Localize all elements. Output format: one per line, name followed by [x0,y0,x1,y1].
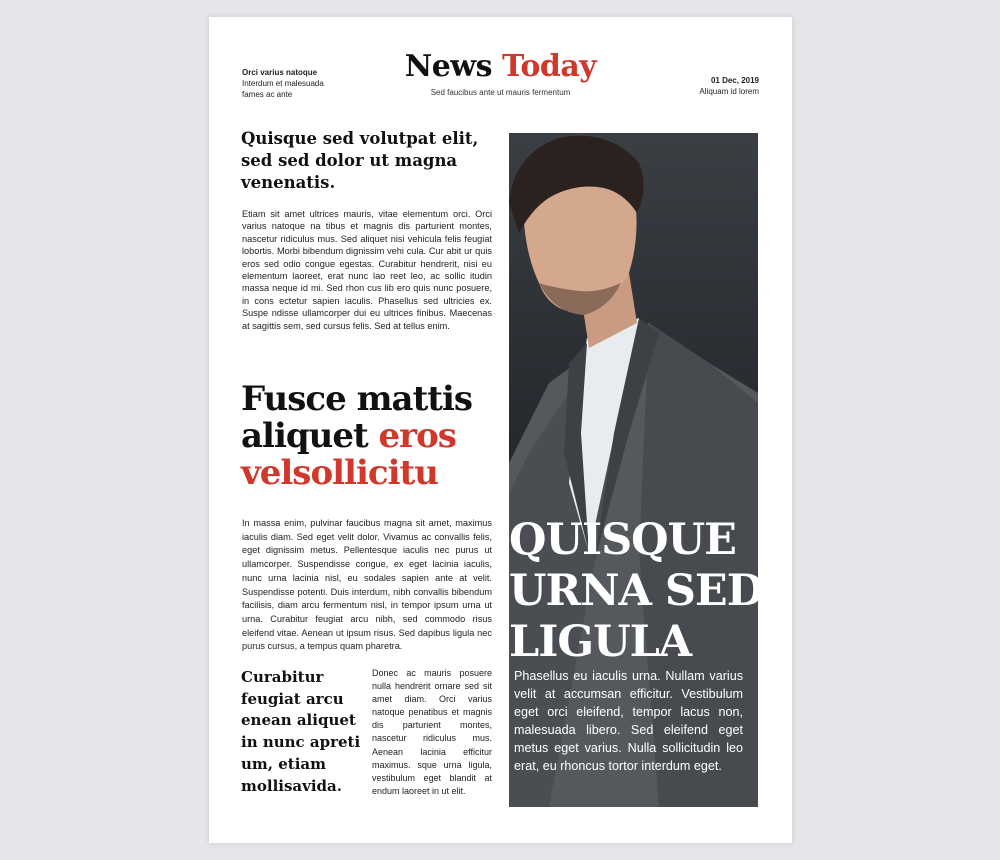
feature-body: Phasellus eu iaculis urna. Nullam varius velit at accumsan efficitur. Vestibulum eget orci eleifend, tempor lacus non, malesuada libero. Sed eleifend eget metus eget varius. Nulla sollicitudin leo erat, eu rhoncus tortor interdum eget. [514,669,743,773]
header-left-line1: Interdum et malesuada [242,79,324,88]
issue-date: 01 Dec, 2019 [710,76,759,85]
article1-headline: Quisque sed volutpat elit, sed sed dolor ut magna venenatis. [241,129,479,192]
feature-title-line3: LIGULA [509,617,692,667]
newspaper-page [209,17,792,843]
header-right-block [699,75,759,97]
header-right-line: Aliquam id lorem [699,87,759,96]
header-left-line2: fames ac ante [242,90,293,99]
article2-headline [241,381,511,492]
article3-body: Donec ac mauris posuere nulla hendrerit ornare sed sit amet diam. Orci varius natoque penatibus et magnis dis parturient montes, nascetur ridiculus mus. Aenean lacinia efficitur maximus. sque urna ligula, vestibulum eget blandit at endum laoreet in ut elit. [372,668,492,796]
feature-title [509,515,771,668]
header-left-title: Orci varius natoque [242,68,318,77]
article2-body: In massa enim, pulvinar faucibus magna sit amet, maximus iaculis diam. Sed eget velit dolor. Vivamus ac convallis felis, eget dignissim metus. Pellentesque iaculis nec purus ut ullamcorper. Suspendisse congue, ex eget lacinia iaculis, nunc urna lacinia nisl, eu sodales sapien ante at velit. Suspendisse potenti. Duis interdum, nibh convallis bibendum facilisis, diam arcu fermentum nisl, in tempor ipsum urna ut urna. Curabitur feugiat arcu nibh, sed commodo risus eleifend vitae. Aenean ut ipsum risus. Sed dapibus ligula nec purus cursus, a tempus quam pharetra. [242,518,492,652]
article1-body: Etiam sit amet ultrices mauris, vitae elementum orci. Orci varius natoque na tibus et magnis dis parturient montes, nascetur ridiculus mus. Sed aliquet nisi vehicula felis feugiat lobortis. Morbi bibendum dignissim vehi cula. Cur abit ur quis eros sed odio congue egestas. Curabitur hendrerit, nisi eu elementum laoreet, erat nunc lao reet leo, ac sollic itudin massa neque id mi. Sed rhon cus lib ero quis nunc posuere, in cons ectetur sapien iaculis. Phasellus sed ultricies ex. Suspe ndisse ullamcorper dui eu ultrices finibus. Maecenas at sagittis sem, sed cursus felis. Sed at tellus enim. [242,209,492,331]
article3-headline: Curabitur feugiat arcu enean aliquet in nunc apreti um, etiam mollisavida. [241,668,361,795]
feature-title-line2: URNA SED [509,566,763,616]
masthead-news: News [404,49,493,84]
masthead-today: Today [501,49,597,84]
article2-headline-red: eros velsollicitu [241,416,456,493]
article2-headline-black: Fusce mattis aliquet [241,379,473,456]
feature-title-line1: QUISQUE [509,515,736,565]
masthead-tagline: Sed faucibus ante ut mauris fermentum [430,88,571,97]
